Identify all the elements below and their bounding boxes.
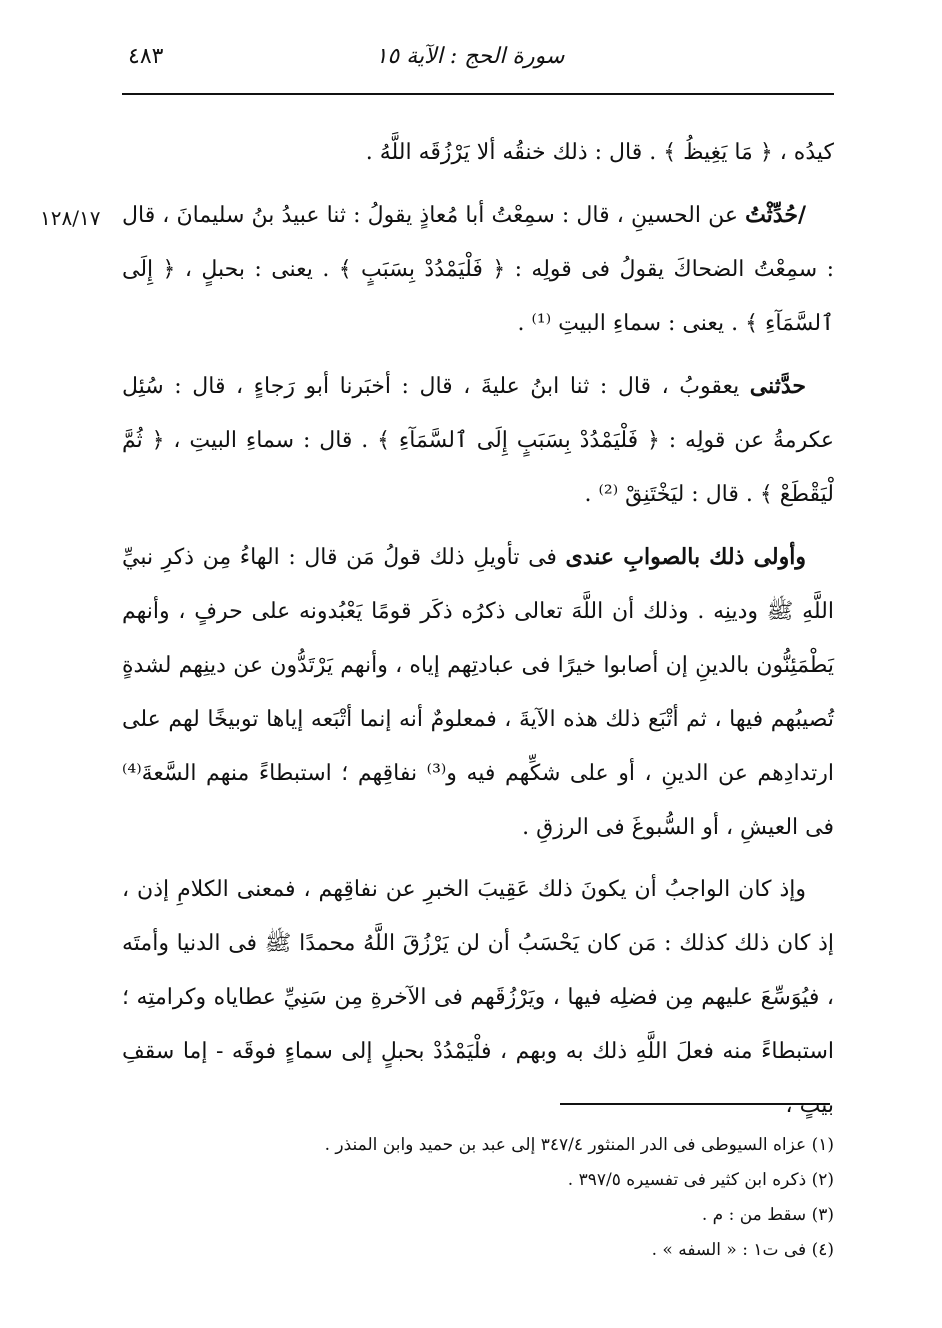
- footnote-1: (١) عزاه السيوطى فى الدر المنثور ٣٤٧/٤ إلى عبد بن حميد وابن المنذر .: [324, 1135, 834, 1155]
- paragraph-text: وإذ كان الواجبُ أن يكونَ ذلك عَقِيبَ الخبرِ عن نفاقِهم ، فمعنى الكلامِ إذن ، إذ كان ذلك كذلك : مَن كان يَحْسَبُ أن لن يَرْزُقَ اللَّهُ محمدًا ﷺ فى الدنيا وأمتَه ، فيُوَسِّعَ عليهم مِن فضلِه فيها ، ويَرْزُقَهم فى الآخرةِ مِن سَنِيِّ عطاياه وكرامتِه ؛ استبطاءً منه فعلَ اللَّهِ ذلك به وبهم ، فلْيَمْدُدْ بحبلٍ إلى سماءٍ فوقَه - إما سقفِ بيتٍ ،: [122, 877, 834, 1118]
- paragraph-lead: وأولى ذلك بالصوابِ عندى: [565, 544, 806, 570]
- paragraph-text: عن الحسينِ ، قال : سمِعْتُ أبا مُعاذٍ يقولُ : ثنا عبيدُ بنُ سليمانَ ، قال : سمِعْتُ الضحاكَ يقولُ فى قولِه : ﴿ فَلْيَمْدُدْ بِسَبَبٍ ﴾ . يعنى : بحبلٍ ، ﴿ إِلَى ٱلسَّمَآءِ ﴾ . يعنى : سماءِ البيتِ ⁽¹⁾ .: [122, 203, 834, 336]
- paragraph-5: [122, 863, 834, 1133]
- footnote-4: (٤) فى ت١ : « السفه » .: [651, 1240, 834, 1260]
- margin-reference: ١٢٨/١٧: [40, 206, 101, 230]
- paragraph-text: كيدُه ، ﴿ مَا يَغِيظُ ﴾ . قال : ذلك خنقُه ألا يَرْزُقَه اللَّهُ .: [365, 140, 834, 165]
- paragraph-3: [122, 359, 834, 522]
- footnotes: [122, 1128, 834, 1268]
- paragraph-text: يعقوبُ ، قال : ثنا ابنُ عليةَ ، قال : أخبَرنا أبو رَجاءٍ ، قال : سُئِل عكرمةُ عن قولِه : ﴿ فَلْيَمْدُدْ بِسَبَبٍ إِلَى ٱلسَّمَآءِ ﴾ . قال : سماءِ البيتِ ، ﴿ ثُمَّ لْيَقْطَعْ ﴾ . قال : ليَخْتَنِقْ ⁽²⁾ .: [122, 374, 834, 507]
- page-number: ٤٨٣: [128, 44, 164, 69]
- body-text: [122, 126, 834, 1141]
- footnote-rule: [560, 1103, 830, 1105]
- paragraph-2: [122, 188, 834, 351]
- running-title: سورة الحج : الآية ١٥: [375, 44, 565, 69]
- header-rule: [122, 93, 834, 95]
- paragraph-text: فى تأويلِ ذلك قولُ مَن قال : الهاءُ مِن ذكرِ نبيِّ اللَّهِ ﷺ ودينِه . وذلك أن اللَّهَ تعالى ذكرُه ذكَر قومًا يَعْبُدونه على حرفٍ ، وأنهم يَطْمَئِنُّون بالدينِ إن أصابوا خيرًا فى عبادتِهم إياه ، وأنهم يَرْتَدُّون عن دينِهم لشدةٍ تُصيبُهم فيها ، ثم أتْبَع ذلك هذه الآيةَ ، فمعلومٌ أنه إنما أتْبَعه إياها توبيخًا لهم على ارتدادِهم عن الدينِ ، أو على شكِّهم فيه و⁽³⁾ نفاقِهم ؛ استبطاءً منهم السَّعةَ⁽⁴⁾ فى العيشِ ، أو السُّبوغَ فى الرزقِ .: [122, 545, 834, 840]
- paragraph-1: [122, 126, 834, 180]
- footnote-3: (٣) سقط من : م .: [701, 1205, 834, 1225]
- paragraph-lead: /حُدِّثْتُ: [745, 202, 806, 228]
- paragraph-lead: حدَّثنى: [749, 373, 806, 399]
- footnote-2: (٢) ذكره ابن كثير فى تفسيره ٣٩٧/٥ .: [567, 1170, 834, 1190]
- paragraph-4: [122, 530, 834, 855]
